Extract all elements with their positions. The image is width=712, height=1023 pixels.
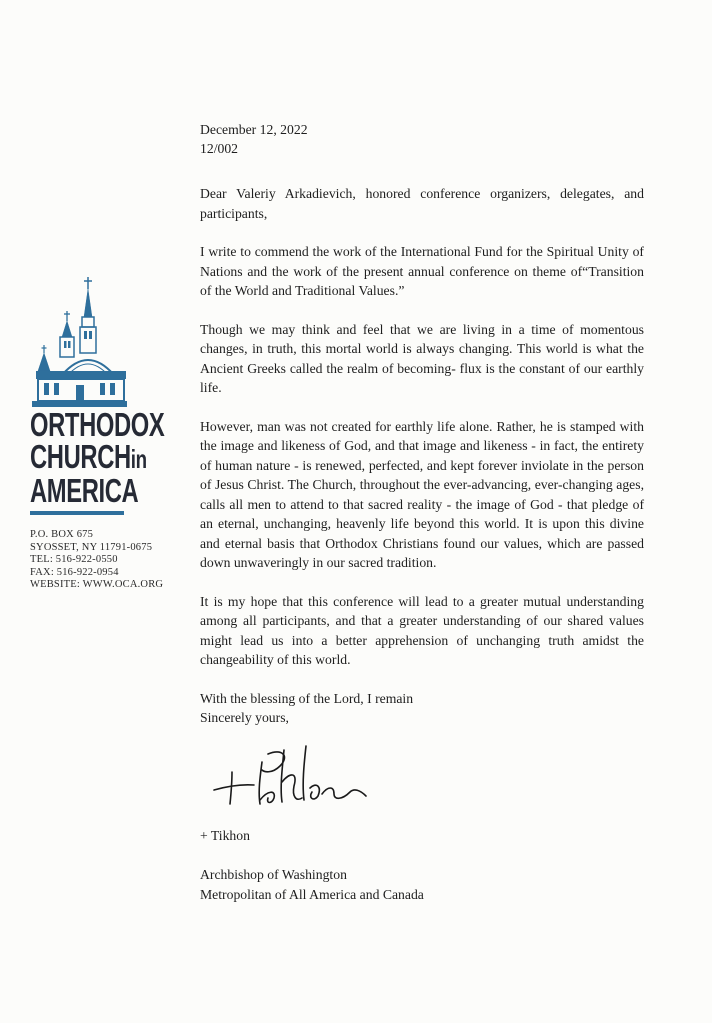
letter-reference: 12/002 [200,141,239,156]
telephone: TEL: 516-922-0550 [30,554,118,565]
closing-sincerely: Sincerely yours, [200,710,289,725]
closing [200,689,644,728]
letter-date: December 12, 2022 [200,122,308,137]
signer-titles [200,865,644,904]
paragraph-3: However, man was not created for earthly life alone. Rather, he is stamped with the image and likeness of God, and that image and likeness - in fact, the entirety of human nature - is renewed, perfected, and kept forever inviolate in the person of Jesus Christ. The Church, throughout the ever-advancing, ever-changing ages, calls all men to attend to that sacred reality - the image of God - that pledge of an eternal, unchanging, heavenly life beyond this world. It is upon this divine and eternal basis that Orthodox Christians found our values, which are passed down unwaveringly in our sacred tradition. [200,418,644,570]
paragraph-4: It is my hope that this conference will lead to a greater mutual understanding among all participants, and that a greater understanding of our shared values might lead us into a better apprehension of unchanging truth amidst the changeability of this world. [200,593,644,667]
paragraph-1: I write to commend the work of the International Fund for the Spiritual Unity of Nations and the work of the present annual conference on theme of“Transition of the World and Traditional Values.” [200,244,644,298]
website: WEBSITE: WWW.OCA.ORG [30,579,164,590]
closing-blessing: With the blessing of the Lord, I remain [200,690,414,706]
church-logo-icon [32,275,127,407]
city-zip: SYOSSET, NY 11791-0675 [30,541,153,553]
letter-body [200,120,644,904]
title-archbishop: Archbishop of Washington [200,867,347,882]
paragraph-2: Though we may think and feel that we are living in a time of momentous changes, in truth, this mortal world is always changing. This world is what the Ancient Greeks called the realm of becoming- flux is the constant of our earthly life. [200,321,644,395]
contact-info [30,529,165,592]
title-metropolitan: Metropolitan of All America and Canada [200,886,424,902]
logo-divider [30,511,124,515]
po-box: P.O. BOX 675 [30,529,94,540]
fax: FAX: 516-922-0954 [30,566,119,578]
salutation: Dear Valeriy Arkadievich, honored conference organizers, delegates, and participants, [200,186,644,221]
signer-name: + Tikhon [200,827,250,843]
handwritten-signature [210,742,370,818]
organization-name: ORTHODOX CHURCHin AMERICA [30,406,165,509]
letterhead-sidebar [30,275,165,592]
